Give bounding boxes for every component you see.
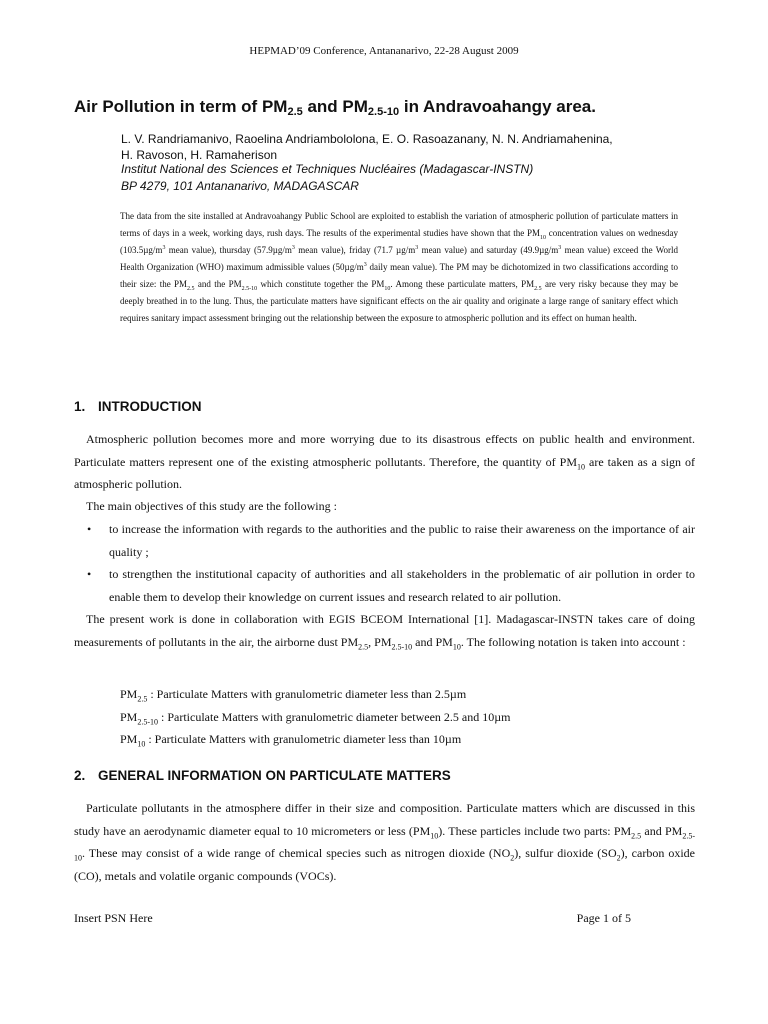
bullet-icon: • bbox=[87, 567, 92, 581]
author-line-2: H. Ravoson, H. Ramaherison bbox=[121, 148, 278, 162]
notation-item: $PM_{10}$ : Particulate Matters with granulometric diameter less than 10µm bbox=[120, 732, 462, 749]
section-heading-general-information: 2. GENERAL INFORMATION ON PARTICULATE MATTERS bbox=[74, 768, 451, 783]
author-line-1: L. V. Randriamanivo, Raoelina Andriambololona, E. O. Rasoazanany, N. N. Andriamahenina, bbox=[121, 132, 613, 146]
notation-item: $PM_{2.5-10}$ : Particulate Matters with granulometric diameter between 2.5 and 10µm bbox=[120, 709, 511, 726]
footer-page-number: Page 1 of 5 bbox=[576, 911, 631, 925]
intro-paragraph-3: The present work is done in collaboration with EGIS BCEOM International [1]. Madagascar-INSTN takes care of doing measurements of pollutants in the air, the airborne dust $PM_{2.5}$, $PM_{2.5-10}$ and $PM_{10}$. The following notation is taken into account : bbox=[74, 612, 695, 651]
notation-item: $PM_{2.5}$ : Particulate Matters with granulometric diameter less than 2.5µm bbox=[120, 687, 467, 704]
notation-list bbox=[120, 683, 680, 751]
conference-header: HEPMAD’09 Conference, Antananarivo, 22-28 August 2009 bbox=[249, 45, 519, 57]
section-heading-introduction: 1. INTRODUCTION bbox=[74, 399, 202, 414]
institution-name: Institut National des Sciences et Techniques Nucléaires (Madagascar-INSTN) bbox=[121, 162, 534, 176]
institution-address: BP 4279, 101 Antananarivo, MADAGASCAR bbox=[121, 179, 359, 193]
abstract: The data from the site installed at Andravoahangy Public School are exploited to establish the variation of atmospheric pollution of particulate matters in terms of days in a week, working days, rush days. The results of the experimental studies have shown that the $PM_{10}$ concentration values on wednesday ($103.5\mu g/m^3$ mean value), thursday ($57.9\mu g/m^3$ mean value), friday (71.7 $\mu g/m^3$ mean value) and saturday ($49.9\mu g/m^3$ mean value) exceed the World Health Organization (WHO) maximum admissible values ($50\mu g/m^3$ daily mean value). The PM may be dichotomized in two classifications according to their size: the $PM_{2.5}$ and the $PM_{2.5-10}$ which constitute together the $PM_{10}$. Among these particulate matters, $PM_{2.5}$ are very risky because they may be deeply breathed in to the lung. Thus, the particulate matters have significant effects on the air quality and originate a large range of sanitary effect which requires sanitary impact assessment bringing out the relationship between the exposure to atmospheric pollution and its effect on human health. bbox=[120, 211, 679, 323]
bullet-icon: • bbox=[87, 522, 92, 536]
author-list bbox=[121, 131, 701, 163]
intro-paragraph-1: Atmospheric pollution becomes more and more worrying due to its disastrous effects on public health and environment. Particulate matters represent one of the existing atmospheric pollutants. Therefore, the quantity of $PM_{10}$ are taken as a sign of atmospheric pollution. bbox=[74, 432, 695, 491]
intro-paragraph-2: The main objectives of this study are the following : bbox=[86, 499, 337, 513]
footer-psn: Insert PSN Here bbox=[74, 911, 153, 925]
affiliation bbox=[121, 161, 701, 195]
objective-item: • to strengthen the institutional capacity of authorities and all stakeholders in the problematic of air pollution in order to enable them to develop their knowledge on current issues and research related to air pollution. bbox=[74, 563, 695, 608]
objectives-list bbox=[74, 518, 695, 608]
objective-item: • to increase the information with regards to the authorities and the public to raise their awareness on the importance of air quality ; bbox=[74, 518, 695, 563]
paper-title: Air Pollution in term of $PM_{2.5}$ and $PM_{2.5-10}$ in Andravoahangy area. bbox=[74, 97, 596, 118]
general-paragraph-1: Particulate pollutants in the atmosphere differ in their size and composition. Particulate matters which are discussed in this study have an aerodynamic diameter equal to 10 micrometers or less $(PM_{10})$. These particles include two parts: $PM_{2.5}$ and $PM_{2.5-10}$. These may consist of a wide range of chemical species such as nitrogen dioxide $(NO_2)$, sulfur dioxide $(SO_2)$, carbon oxide (CO), metals and volatile organic compounds (VOCs). bbox=[74, 801, 696, 883]
